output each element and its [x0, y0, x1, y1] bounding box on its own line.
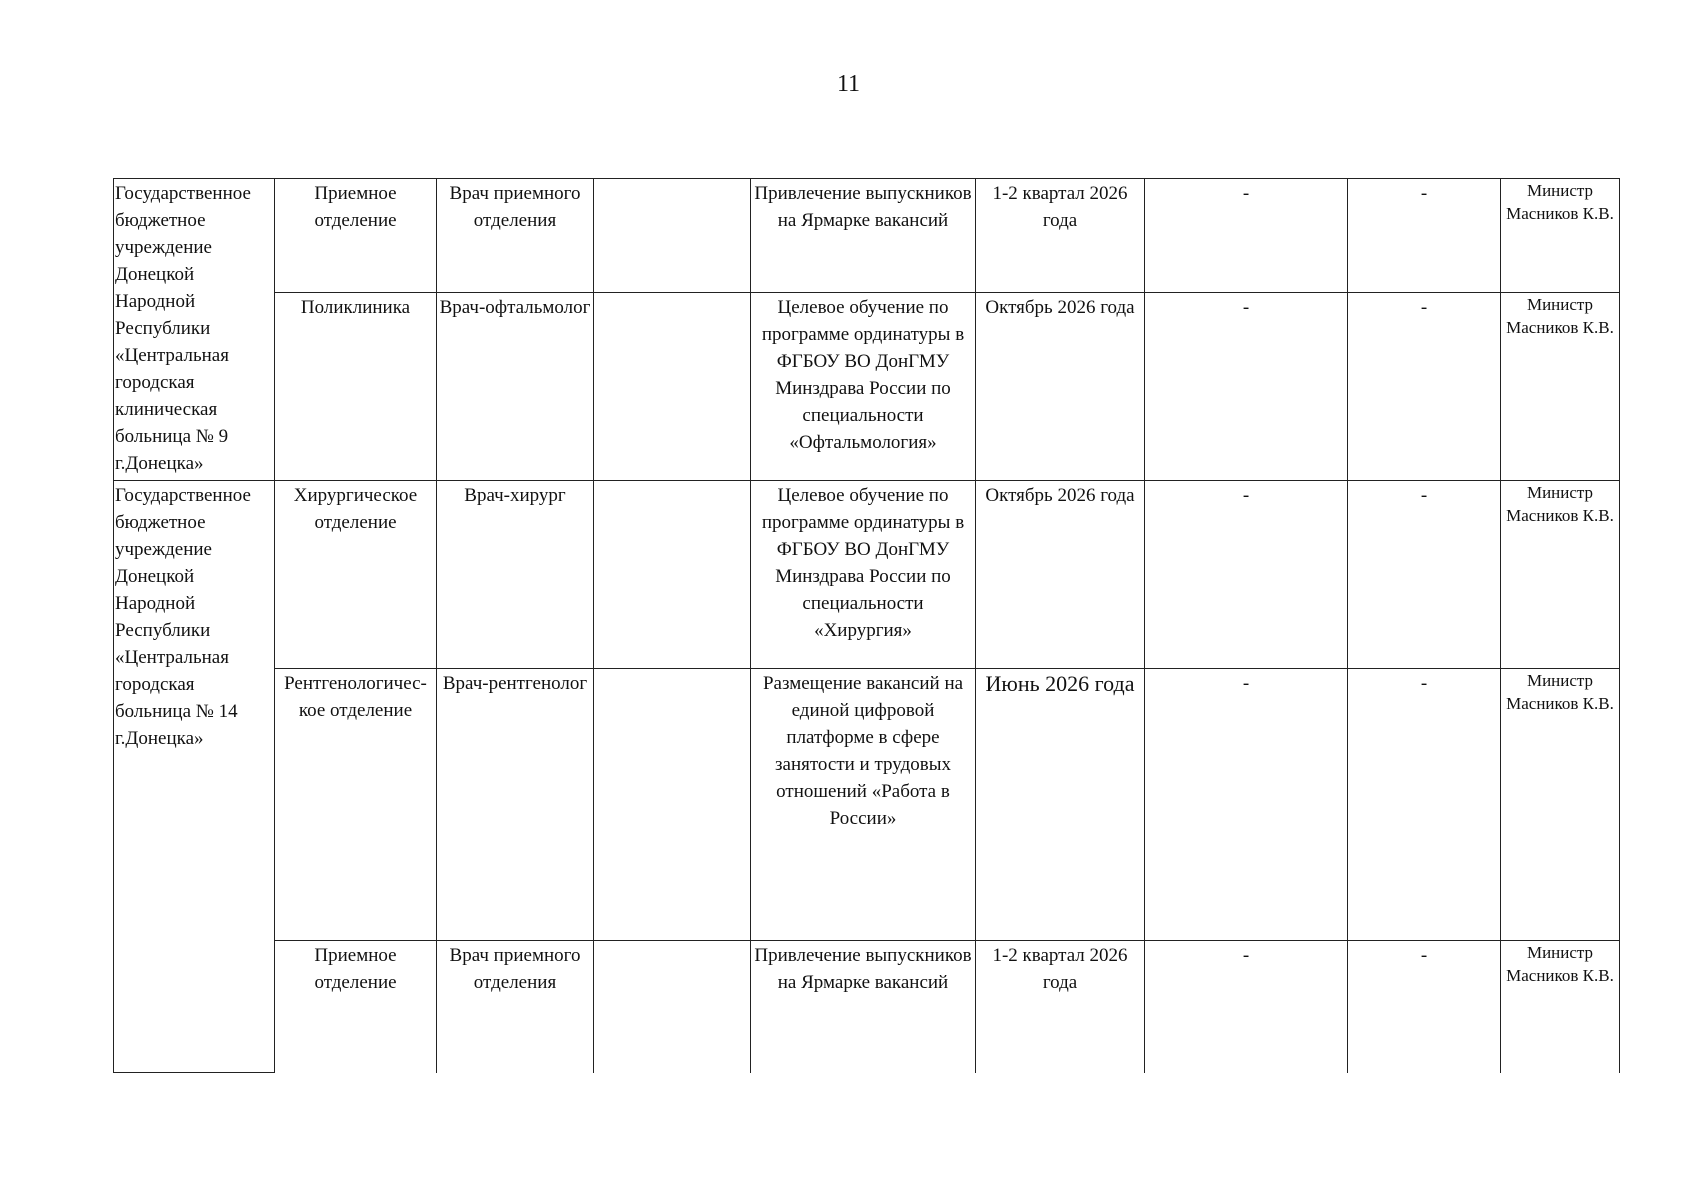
- col8-cell: -: [1348, 293, 1501, 481]
- deadline-cell: 1-2 квартал 2026 года: [976, 941, 1145, 1073]
- col7-cell: -: [1145, 669, 1348, 941]
- staffing-plan-table: [113, 178, 1620, 1073]
- responsible-cell: Министр Масников К.В.: [1501, 481, 1620, 669]
- table-row: [114, 293, 1620, 481]
- measure-cell: Целевое обучение по программе ординатуры в ФГБОУ ВО ДонГМУ Минздрава России по специальности «Офтальмология»: [751, 293, 976, 481]
- organization-cell: Государственное бюджетное учреждение Донецкой Народной Республики «Центральная городская больница № 14 г.Донецка»: [114, 481, 275, 1073]
- deadline-cell: Октябрь 2026 года: [976, 481, 1145, 669]
- department-cell: Приемное отделение: [275, 941, 437, 1073]
- position-cell: Врач-хирург: [437, 481, 594, 669]
- department-cell: Рентгенологичес-кое отделение: [275, 669, 437, 941]
- position-cell: Врач-офтальмолог: [437, 293, 594, 481]
- deadline-cell: 1-2 квартал 2026 года: [976, 179, 1145, 293]
- blank-cell: [594, 481, 751, 669]
- page-number: 11: [836, 71, 861, 97]
- deadline-cell: Октябрь 2026 года: [976, 293, 1145, 481]
- col7-cell: -: [1145, 941, 1348, 1073]
- col7-cell: -: [1145, 293, 1348, 481]
- col8-cell: -: [1348, 179, 1501, 293]
- col8-cell: -: [1348, 941, 1501, 1073]
- blank-cell: [594, 669, 751, 941]
- position-cell: Врач приемного отделения: [437, 179, 594, 293]
- measure-cell: Привлечение выпускников на Ярмарке вакансий: [751, 179, 976, 293]
- table-row: [114, 941, 1620, 1073]
- department-cell: Поликлиника: [275, 293, 437, 481]
- measure-cell: Целевое обучение по программе ординатуры в ФГБОУ ВО ДонГМУ Минздрава России по специальности «Хирургия»: [751, 481, 976, 669]
- responsible-cell: Министр Масников К.В.: [1501, 179, 1620, 293]
- blank-cell: [594, 293, 751, 481]
- position-cell: Врач-рентгенолог: [437, 669, 594, 941]
- table-row: [114, 179, 1620, 293]
- col7-cell: -: [1145, 179, 1348, 293]
- organization-cell: Государственное бюджетное учреждение Донецкой Народной Республики «Центральная городская клиническая больница № 9 г.Донецка»: [114, 179, 275, 481]
- responsible-cell: Министр Масников К.В.: [1501, 941, 1620, 1073]
- department-cell: Приемное отделение: [275, 179, 437, 293]
- blank-cell: [594, 941, 751, 1073]
- responsible-cell: Министр Масников К.В.: [1501, 293, 1620, 481]
- responsible-cell: Министр Масников К.В.: [1501, 669, 1620, 941]
- blank-cell: [594, 179, 751, 293]
- col7-cell: -: [1145, 481, 1348, 669]
- department-cell: Хирургическое отделение: [275, 481, 437, 669]
- measure-cell: Привлечение выпускников на Ярмарке вакансий: [751, 941, 976, 1073]
- table-row: [114, 481, 1620, 669]
- col8-cell: -: [1348, 481, 1501, 669]
- deadline-cell: Июнь 2026 года: [976, 669, 1145, 941]
- measure-cell: Размещение вакансий на единой цифровой платформе в сфере занятости и трудовых отношений «Работа в России»: [751, 669, 976, 941]
- position-cell: Врач приемного отделения: [437, 941, 594, 1073]
- col8-cell: -: [1348, 669, 1501, 941]
- table-row: [114, 669, 1620, 941]
